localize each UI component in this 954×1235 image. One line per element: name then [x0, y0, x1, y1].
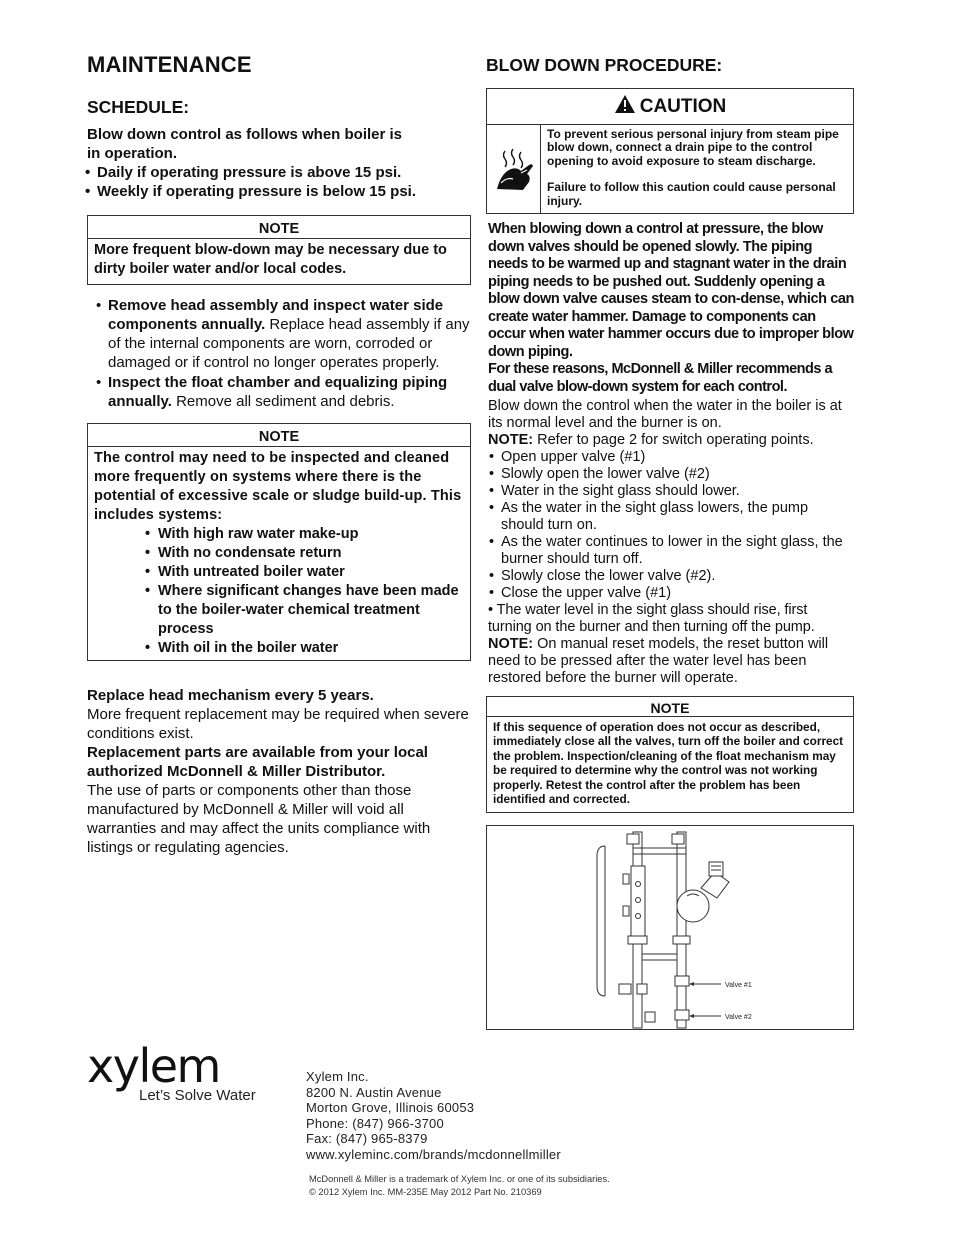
steam-burn-hazard-icon	[487, 125, 541, 213]
address-line: Morton Grove, Illinois 60053	[306, 1100, 475, 1116]
procedure-steps	[488, 449, 854, 602]
copyright-notice: © 2012 Xylem Inc. MM-235E May 2012 Part No. 210369	[309, 1186, 542, 1197]
parts-text: The use of parts or components other than those manufactured by McDonnell & Miller will void all warranties and may affect the units compliance with listings or regulating agencies.	[87, 782, 431, 856]
list-item: • Where significant changes have been made to the boiler-water chemical treatment process	[88, 582, 464, 639]
list-item: • With oil in the boiler water	[88, 639, 464, 658]
note-heading: NOTE	[88, 216, 470, 239]
caution-box	[486, 88, 854, 214]
list-item-bold: Remove head assembly and inspect water side components annually.	[108, 297, 444, 333]
address-line: Phone: (847) 966-3700	[306, 1115, 444, 1131]
recommendation-paragraph: For these reasons, McDonnell & Miller recommends a dual valve blow-down system for each control.	[488, 361, 833, 395]
replace-text: More frequent replacement may be required when severe conditions exist.	[87, 706, 469, 742]
note-text: More frequent blow-down may be necessary due to dirty boiler water and/or local codes.	[94, 242, 447, 277]
note-box-blowdown	[87, 215, 471, 285]
note-text: On manual reset models, the reset button will need to be pressed after the water level has been restored before the burner will operate.	[488, 636, 829, 687]
list-item: • With no condensate return	[88, 544, 464, 563]
procedure-intro: Blow down the control when the water in the boiler is at its normal level and the burner is on.	[488, 398, 842, 432]
warning-paragraph: When blowing down a control at pressure, the blow down valves should be opened slowly. The piping needs to be warmed up and stagnant water in the drain piping needs to be pushed out. Suddenly opening a blow down valve causes steam to con-dense, which can create water hammer. Damage to components can occur when water hammer occurs due to improper blow down piping.	[488, 221, 854, 360]
schedule-list	[76, 163, 471, 201]
list-item: • Close the upper valve (#1)	[488, 585, 854, 602]
blowdown-heading: BLOW DOWN PROCEDURE:	[486, 55, 723, 75]
replacement-section	[87, 686, 471, 857]
list-item: • Open upper valve (#1)	[488, 449, 854, 466]
list-item: • As the water continues to lower in the sight glass, the burner should turn off.	[488, 534, 854, 568]
list-item: • With untreated boiler water	[88, 563, 464, 582]
caution-body	[487, 125, 853, 213]
company-address	[306, 1069, 561, 1163]
address-line: Xylem Inc.	[306, 1069, 369, 1084]
website-link[interactable]: www.xyleminc.com/brands/mcdonnellmiller	[306, 1146, 561, 1162]
manual-reset-note	[488, 636, 854, 687]
schedule-heading: SCHEDULE:	[87, 97, 190, 117]
note-intro: The control may need to be inspected and cleaned more frequently on systems where there is the potential of excessive scale or sludge build-up. This includes systems:	[94, 450, 462, 523]
list-item: • With high raw water make-up	[88, 525, 464, 544]
piping-illustration	[487, 826, 853, 1029]
replace-heading: Replace head mechanism every 5 years.	[87, 687, 374, 704]
note-text	[88, 447, 470, 663]
schedule-intro-line: Blow down control as follows when boiler is	[87, 126, 403, 143]
left-column	[87, 97, 471, 857]
inspection-list	[87, 296, 471, 411]
schedule-intro-line: in operation.	[87, 145, 177, 162]
list-item	[87, 296, 471, 372]
note-heading: NOTE	[88, 424, 470, 447]
warning-triangle-icon	[614, 94, 636, 119]
address-line: 8200 N. Austin Avenue	[306, 1084, 442, 1100]
caution-header	[487, 89, 853, 125]
trademark-notice: McDonnell & Miller is a trademark of Xylem Inc. or one of its subsidiaries.	[309, 1174, 610, 1184]
list-item: • Water in the sight glass should lower.	[488, 483, 854, 500]
caution-title: CAUTION	[639, 95, 727, 117]
caution-line: Failure to follow this caution could cause personal injury.	[547, 180, 836, 208]
list-item-bold: Inspect the float chamber and equalizing piping annually.	[108, 374, 448, 410]
list-item: • Daily if operating pressure is above 15 psi.	[76, 163, 471, 182]
note-text: Refer to page 2 for switch operating points.	[533, 432, 814, 449]
valve-2-label: Valve #2	[725, 1014, 752, 1022]
list-item-text: Remove all sediment and debris.	[171, 393, 395, 410]
schedule-intro	[87, 125, 471, 163]
list-item: • Slowly close the lower valve (#2).	[488, 568, 854, 585]
right-column	[486, 55, 854, 1030]
note-label: NOTE:	[488, 636, 534, 653]
parts-heading: Replacement parts are available from your local authorized McDonnell & Miller Distributor.	[87, 744, 428, 780]
list-item-text: Replace head assembly if any of the internal components are worn, corroded or damaged or if control no longer operates properly.	[108, 316, 470, 371]
legal-fine-print	[309, 1173, 610, 1198]
page-title: MAINTENANCE	[87, 52, 252, 77]
blowdown-piping-diagram	[486, 825, 854, 1030]
procedure-text	[486, 221, 854, 687]
caution-line: To prevent serious personal injury from steam pipe blow down, connect a drain pipe to the control opening to avoid exposure to steam discharge.	[547, 127, 839, 168]
logo-tagline: Let’s Solve Water	[139, 1087, 256, 1104]
note-heading: NOTE	[487, 697, 853, 717]
xylem-logo	[87, 1039, 256, 1104]
list-item: • As the water in the sight glass lowers, the pump should turn on.	[488, 500, 854, 534]
note-text: If this sequence of operation does not occur as described, immediately close all the valves, turn off the boiler and correct the problem. Inspection/cleaning of the float mechanism may be required to determine why the control was not working properly. Retest the control after the problem has been identified and corrected.	[493, 720, 844, 807]
note-box-inspection	[87, 423, 471, 661]
last-step-text: The water level in the sight glass should rise, first turning on the burner and then turning off the pump.	[488, 602, 815, 636]
note-box-sequence	[486, 696, 854, 813]
note-label: NOTE:	[488, 432, 534, 449]
list-item: • Slowly open the lower valve (#2)	[488, 466, 854, 483]
procedure-note	[488, 432, 854, 449]
list-item	[87, 373, 471, 411]
list-item: • Weekly if operating pressure is below 15 psi.	[76, 182, 471, 201]
valve-1-label: Valve #1	[725, 982, 752, 990]
address-line: Fax: (847) 965-8379	[306, 1131, 428, 1147]
logo-wordmark: xylem	[87, 1039, 220, 1093]
caution-text	[541, 125, 853, 213]
system-list	[88, 525, 464, 658]
procedure-last-step: • The water level in the sight glass should rise, first turning on the burner and then turning off the pump.	[488, 602, 815, 636]
